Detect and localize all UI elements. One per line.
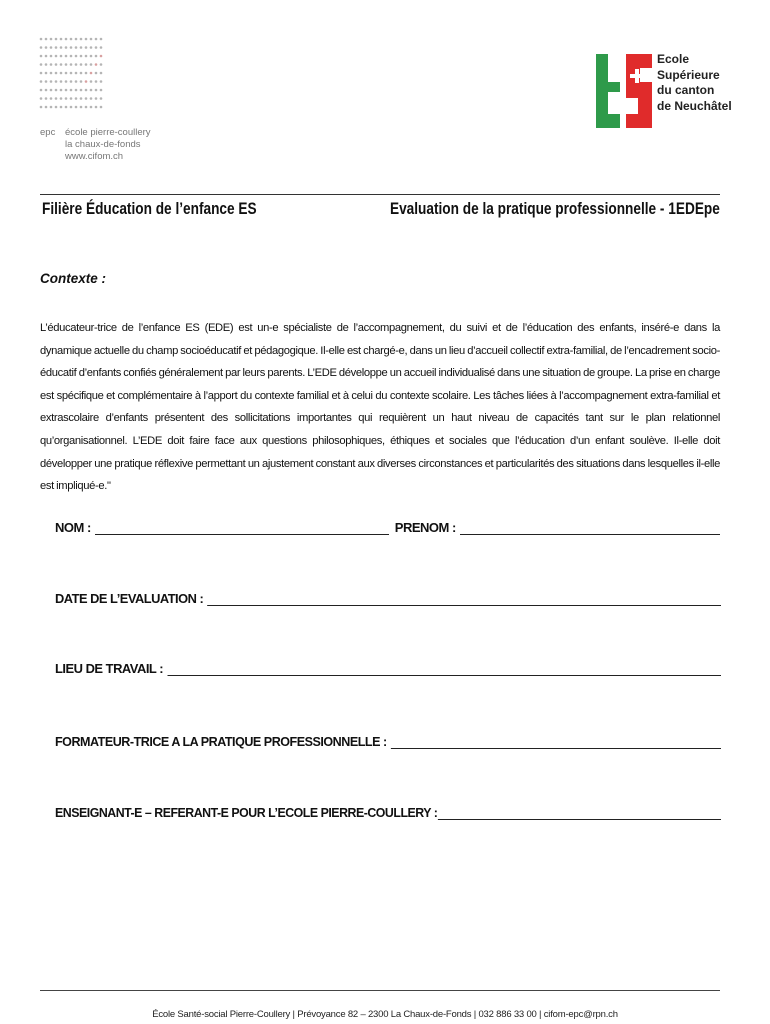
dot-grid-logo-icon (38, 36, 108, 118)
nom-field[interactable] (95, 520, 389, 535)
footer-divider (40, 990, 720, 991)
swiss-cross-logo-icon (594, 52, 654, 130)
logo-name-line2: Supérieure (657, 67, 720, 82)
teacher-field[interactable] (437, 805, 720, 820)
logo-line-city: la chaux-de-fonds (65, 139, 141, 150)
header-divider (40, 194, 720, 195)
logo-line-school: école pierre-coullery (65, 127, 151, 138)
workplace-label: LIEU DE TRAVAIL : (55, 661, 164, 676)
evaluation-title: Evaluation de la pratique professionnelle - 1EDEpe (390, 200, 720, 218)
trainer-row (55, 734, 721, 749)
school-logo-epc (38, 36, 151, 176)
program-title: Filière Éducation de l’enfance ES (42, 200, 257, 218)
date-label: DATE DE L’EVALUATION : (55, 591, 204, 606)
context-paragraph: L’éducateur-trice de l’enfance ES (EDE) est un-e spécialiste de l’accompagnement, du suivi et de l’éducation des enfants, inséré-e dans la dynamique actuelle du champ socioéducatif et pédagogique. Il-elle est chargé-e, dans un lieu d’accueil collectif extra-familial, de l’encadrement socio-éducatif d’enfants confiés généralement par leurs parents. L’EDE développe un accueil individualisé dans une situation de groupe. La prise en charge est spécifique et complémentaire à l’apport du contexte familial et à celui du contexte scolaire. Les tâches liées à l’accompagnement extra-familial et extrascolaire d’enfants présentent des sollicitations importantes qui requièrent un haut niveau de capacités tant sur le plan relationnel qu’organisationnel. L’EDE doit faire face aux questions philosophiques, éthiques et sociales que l’éducation d’un enfant soulève. Il-elle doit développer une pratique réflexive permettant un ajustement constant aux diverses circonstances et particularités des situations dans lesquelles il-elle est impliqué-e." (40, 322, 720, 493)
teacher-row (55, 805, 721, 820)
trainer-field[interactable] (391, 734, 721, 749)
workplace-row (55, 661, 721, 676)
nom-label: NOM : (55, 520, 91, 535)
ecole-superieure-logo (594, 52, 734, 132)
logo-name-line4: de Neuchâtel (657, 98, 732, 113)
name-row (55, 520, 720, 535)
teacher-label: ENSEIGNANT-E – REFERANT-E POUR L’ECOLE PIERRE-COULLERY : (55, 805, 438, 820)
logo-name-line3: du canton (657, 83, 715, 97)
date-field[interactable] (207, 591, 721, 606)
footer-address: École Santé-social Pierre-Coullery | Prévoyance 82 – 2300 La Chaux-de-Fonds | 032 886 33 00 | cifom-epc@rpn.ch (152, 1009, 618, 1020)
logo-name-line1: Ecole (657, 52, 690, 66)
logo-abbr: epc (40, 127, 56, 138)
date-row (55, 591, 721, 606)
workplace-field[interactable] (167, 661, 721, 676)
context-heading: Contexte : (40, 271, 107, 286)
prenom-label: PRENOM : (394, 520, 456, 535)
logo-line-website: www.cifom.ch (65, 151, 124, 162)
trainer-label: FORMATEUR-TRICE A LA PRATIQUE PROFESSIONNELLE : (55, 734, 387, 749)
prenom-field[interactable] (460, 520, 720, 535)
